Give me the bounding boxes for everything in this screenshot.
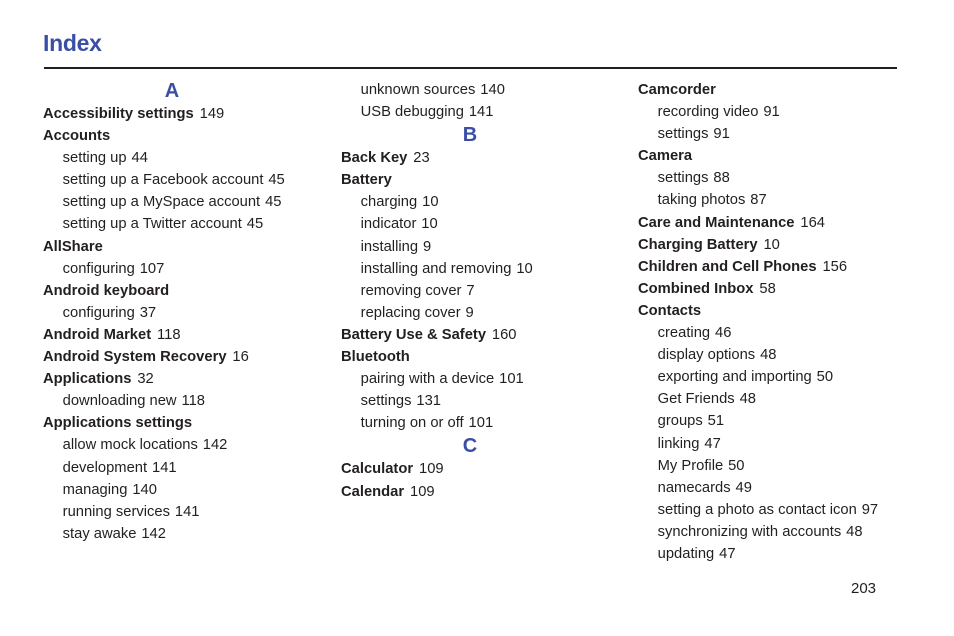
entry-text: Back Key (341, 149, 408, 167)
index-subentry (638, 499, 923, 521)
index-entry (638, 79, 923, 101)
entry-text: stay awake (62, 524, 137, 542)
entry-page-number: 88 (713, 169, 730, 187)
entry-page-number: 45 (265, 193, 282, 211)
index-subentry (341, 302, 626, 324)
entry-page-number: 141 (174, 502, 200, 520)
entry-text: setting up a Facebook account (62, 171, 264, 189)
entry-page-number: 109 (409, 482, 435, 500)
entry-text: groups (657, 412, 703, 430)
entry-text: USB debugging (360, 103, 464, 121)
entry-text: Applications (43, 370, 132, 388)
entry-page-number: 37 (139, 303, 157, 321)
entry-text: indicator (360, 215, 417, 233)
entry-page-number: 91 (713, 125, 730, 143)
entry-page-number: 141 (151, 458, 177, 476)
entry-page-number: 109 (418, 460, 444, 478)
entry-text: configuring (62, 303, 135, 321)
entry-page-number: 45 (268, 171, 285, 189)
entry-page-number: 58 (759, 279, 776, 297)
entry-page-number: 49 (735, 478, 752, 496)
index-entry (638, 212, 923, 234)
entry-text: downloading new (62, 392, 177, 410)
title-divider (44, 67, 897, 69)
entry-page-number: 48 (846, 522, 863, 540)
index-subentry (341, 280, 626, 302)
index-subentry (341, 390, 626, 412)
entry-text: exporting and importing (657, 368, 812, 386)
entry-page-number: 164 (800, 213, 825, 231)
index-entry (43, 368, 328, 390)
index-subentry (341, 191, 626, 213)
entry-text: Android System Recovery (43, 348, 227, 366)
index-entry (638, 145, 923, 167)
entry-page-number: 46 (715, 324, 732, 342)
entry-page-number: 51 (707, 412, 725, 430)
index-column-1 (43, 79, 333, 545)
entry-text: Combined Inbox (638, 279, 754, 297)
entry-text: creating (657, 324, 711, 342)
entry-text: Android Market (43, 325, 152, 343)
entry-text: Camera (638, 147, 693, 165)
entry-text: linking (657, 434, 700, 452)
entry-text: Camcorder (638, 81, 716, 98)
index-entry (43, 236, 328, 258)
entry-page-number: 48 (760, 346, 777, 364)
entry-text: Calendar (341, 482, 405, 500)
index-entry (341, 458, 626, 480)
entry-text: charging (360, 193, 418, 211)
index-entry (341, 169, 626, 191)
index-subentry (341, 213, 626, 235)
index-subentry (43, 523, 328, 545)
index-entry (638, 234, 923, 256)
index-subentry (638, 388, 923, 410)
section-letter: A (164, 80, 180, 102)
entry-text: display options (657, 346, 756, 364)
entry-text: development (62, 458, 148, 476)
section-letter: C (462, 435, 478, 458)
entry-text: turning on or off (360, 414, 464, 432)
entry-page-number: 10 (516, 259, 533, 277)
entry-page-number: 50 (728, 456, 745, 474)
index-subentry (638, 477, 923, 499)
entry-text: Bluetooth (341, 348, 410, 366)
entry-text: namecards (657, 478, 731, 496)
index-entry (341, 147, 626, 169)
index-subentry (638, 455, 923, 477)
entry-page-number: 50 (816, 368, 834, 386)
index-entry (341, 346, 626, 368)
entry-page-number: 142 (141, 524, 166, 542)
entry-page-number: 45 (246, 215, 264, 233)
index-entry (341, 481, 626, 503)
entry-page-number: 118 (181, 392, 206, 410)
entry-text: removing cover (360, 281, 462, 299)
entry-page-number: 101 (499, 370, 524, 388)
entry-page-number: 10 (421, 215, 438, 233)
index-subentry (341, 258, 626, 280)
entry-text: unknown sources (360, 81, 476, 98)
entry-page-number: 32 (137, 370, 154, 388)
index-subentry (341, 368, 626, 390)
index-entry (43, 324, 328, 346)
entry-page-number: 141 (468, 103, 494, 121)
entry-text: synchronizing with accounts (657, 522, 842, 540)
index-subentry (341, 79, 626, 101)
index-entry (43, 346, 328, 368)
entry-text: Contacts (638, 301, 702, 319)
entry-text: Applications settings (43, 414, 193, 432)
entry-page-number: 10 (422, 193, 439, 211)
entry-page-number: 131 (416, 392, 441, 410)
index-subentry (638, 543, 923, 565)
entry-page-number: 10 (763, 235, 780, 253)
index-entry (341, 324, 626, 346)
index-subentry (341, 101, 626, 123)
page-number: 203 (851, 580, 877, 597)
entry-page-number: 160 (491, 325, 517, 343)
entry-text: Accessibility settings (43, 105, 194, 122)
entry-text: Accounts (43, 127, 111, 145)
entry-page-number: 118 (157, 325, 181, 343)
index-subentry (638, 167, 923, 189)
entry-page-number: 48 (739, 390, 756, 408)
entry-page-number: 44 (131, 149, 148, 167)
entry-text: taking photos (657, 191, 746, 209)
index-subentry (43, 169, 328, 191)
index-entry (43, 103, 328, 125)
index-entry (638, 256, 923, 278)
entry-text: managing (62, 480, 128, 498)
entry-text: replacing cover (360, 303, 461, 321)
index-entry (43, 412, 328, 434)
entry-text: Android keyboard (43, 281, 170, 299)
index-subentry (638, 123, 923, 145)
entry-text: configuring (62, 259, 135, 277)
index-subentry (43, 258, 328, 280)
index-subentry (43, 213, 328, 235)
entry-page-number: 140 (480, 81, 505, 98)
index-subentry (43, 147, 328, 169)
page-title: Index (43, 30, 102, 56)
entry-page-number: 156 (822, 257, 848, 275)
index-subentry (43, 434, 328, 456)
index-subentry (638, 101, 923, 123)
entry-page-number: 101 (468, 414, 494, 432)
entry-page-number: 7 (466, 281, 475, 299)
entry-text: running services (62, 502, 170, 520)
section-letter: B (462, 124, 478, 147)
entry-page-number: 107 (139, 259, 165, 277)
index-column-2 (341, 79, 631, 503)
entry-text: My Profile (657, 456, 724, 474)
entry-text: settings (657, 125, 709, 143)
entry-page-number: 9 (465, 303, 474, 321)
entry-text: installing (360, 237, 419, 255)
index-subentry (341, 412, 626, 434)
index-subentry (43, 302, 328, 324)
index-subentry (341, 236, 626, 258)
index-subentry (43, 501, 328, 523)
entry-text: pairing with a device (360, 370, 495, 388)
entry-page-number: 142 (202, 436, 228, 454)
entry-text: Children and Cell Phones (638, 257, 817, 275)
index-subentry (638, 366, 923, 388)
entry-text: Battery Use & Safety (341, 325, 487, 343)
index-subentry (43, 191, 328, 213)
index-subentry (638, 410, 923, 432)
index-entry (43, 280, 328, 302)
entry-text: allow mock locations (62, 436, 198, 454)
entry-page-number: 9 (422, 237, 432, 255)
index-subentry (43, 479, 328, 501)
entry-page-number: 47 (704, 434, 721, 452)
entry-page-number: 140 (132, 480, 157, 498)
entry-text: Charging Battery (638, 235, 758, 253)
index-subentry (638, 521, 923, 543)
entry-text: setting up a MySpace account (62, 193, 261, 211)
index-subentry (638, 322, 923, 344)
entry-text: setting up (62, 149, 127, 167)
entry-text: Calculator (341, 460, 414, 478)
entry-text: AllShare (43, 237, 103, 255)
index-entry (638, 300, 923, 322)
entry-text: Battery (341, 171, 392, 189)
entry-text: installing and removing (360, 259, 512, 277)
index-subentry (638, 344, 923, 366)
entry-page-number: 47 (719, 544, 736, 562)
entry-text: setting a photo as contact icon (657, 500, 857, 518)
index-subentry (638, 433, 923, 455)
index-subentry (43, 390, 328, 412)
entry-page-number: 87 (750, 191, 767, 209)
index-entry (43, 125, 328, 147)
entry-text: setting up a Twitter account (62, 215, 242, 233)
entry-text: settings (657, 169, 709, 187)
entry-page-number: 23 (413, 149, 430, 167)
entry-text: Get Friends (657, 390, 735, 408)
entry-page-number: 149 (199, 105, 225, 122)
entry-text: updating (657, 544, 715, 562)
index-column-3 (638, 79, 928, 565)
entry-page-number: 16 (232, 348, 249, 366)
entry-text: recording video (657, 103, 759, 121)
index-entry (638, 278, 923, 300)
entry-text: settings (360, 392, 412, 410)
entry-page-number: 97 (861, 500, 879, 518)
entry-page-number: 91 (763, 103, 780, 121)
index-subentry (638, 189, 923, 211)
index-subentry (43, 457, 328, 479)
entry-text: Care and Maintenance (638, 213, 795, 231)
